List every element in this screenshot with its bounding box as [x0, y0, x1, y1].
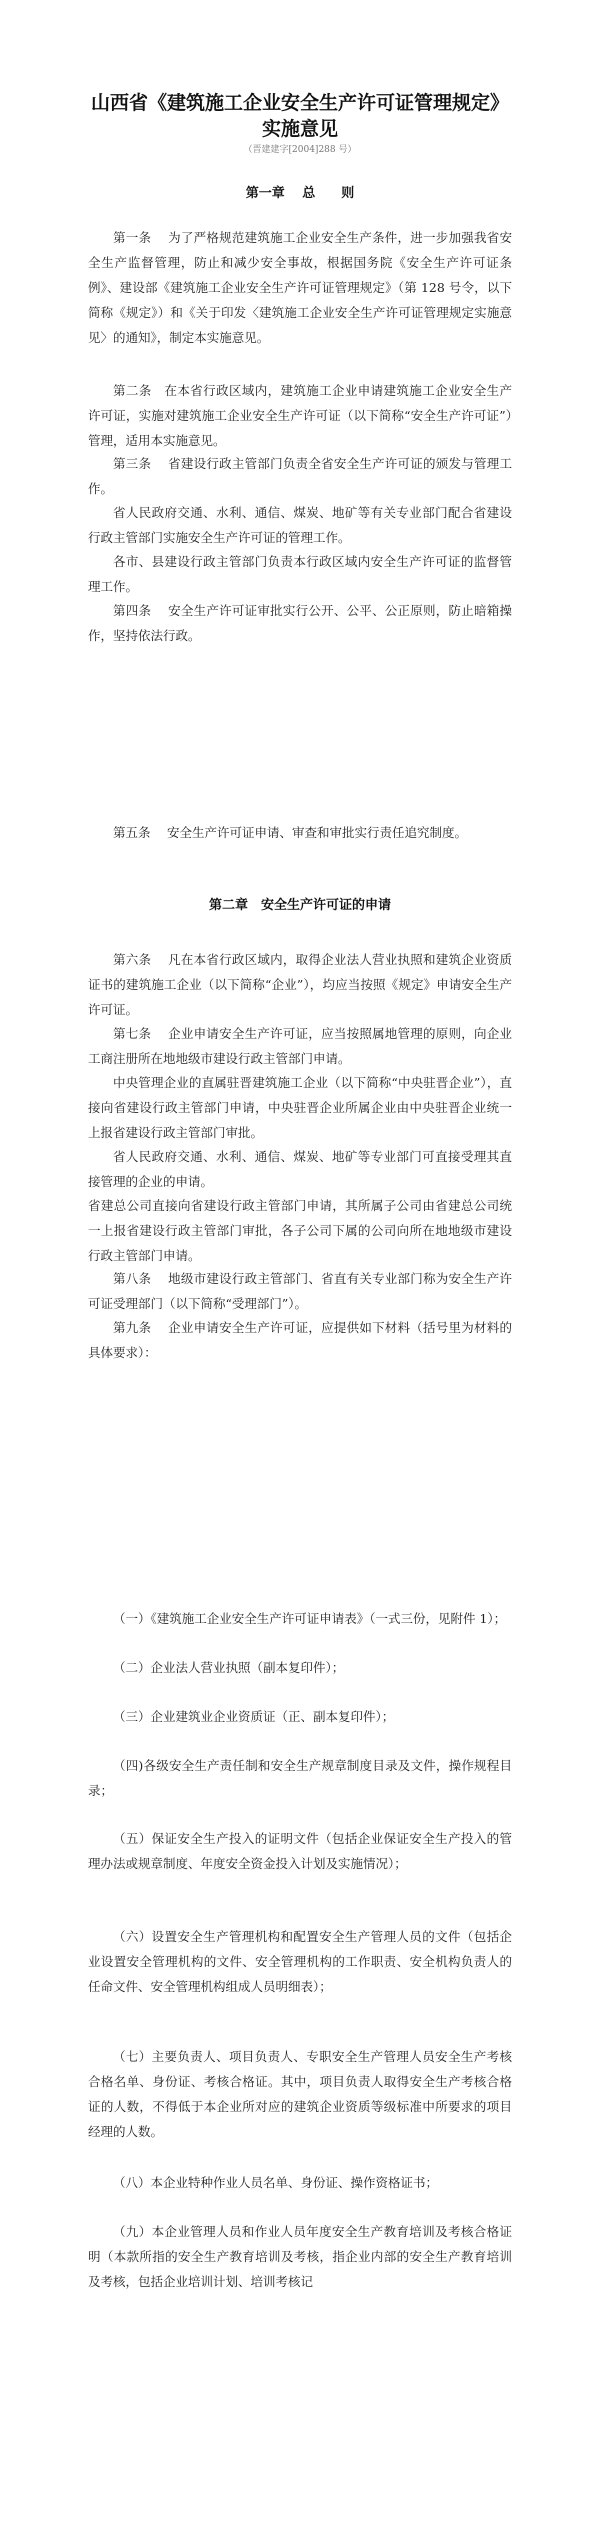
- article-1: 第一条 为了严格规范建筑施工企业安全生产条件，进一步加强我省安全生产监督管理，防止和减少安全事故，根据国务院《安全生产许可证条例》、建设部《建筑施工企业安全生产许可证管理规定》（第 128 号令，以下简称《规定》）和《关于印发〈建筑施工企业安全生产许可证管理规定实施意见〉的通知》，制定本实施意见。: [88, 230, 512, 345]
- article-7-paragraph-3: 省人民政府交通、水利、通信、煤炭、地矿等专业部门可直接受理其直接管理的企业的申请。: [88, 1149, 512, 1189]
- article-6: 第六条 凡在本省行政区域内，取得企业法人营业执照和建筑企业资质证书的建筑施工企业（以下简称“企业”），均应当按照《规定》申请安全生产许可证。: [88, 952, 512, 1017]
- article-2: 第二条 在本省行政区域内，建筑施工企业申请建筑施工企业安全生产许可证，实施对建筑施工企业安全生产许可证（以下简称“安全生产许可证”）管理，适用本实施意见。: [88, 383, 512, 448]
- article-3: 第三条 省建设行政主管部门负责全省安全生产许可证的颁发与管理工作。: [88, 456, 512, 496]
- chapter-2-heading: 第二章 安全生产许可证的申请: [208, 898, 391, 913]
- article-4: 第四条 安全生产许可证审批实行公开、公平、公正原则，防止暗箱操作，坚持依法行政。: [88, 603, 512, 643]
- material-item-8: （八）本企业特种作业人员名单、身份证、操作资格证书；: [113, 2175, 439, 2190]
- material-item-3: （三）企业建筑业企业资质证（正、副本复印件）；: [113, 1709, 395, 1724]
- chapter-1-heading: 第一章 总 则: [245, 186, 355, 201]
- document-title-line-1: 山西省《建筑施工企业安全生产许可证管理规定》: [90, 92, 509, 114]
- article-7: 第七条 企业申请安全生产许可证，应当按照属地管理的原则，向企业工商注册所在地地级市建设行政主管部门申请。: [88, 1026, 512, 1066]
- material-item-9: （九）本企业管理人员和作业人员年度安全生产教育培训及考核合格证明（本款所指的安全生产教育培训及考核，指企业内部的安全生产教育培训及考核，包括企业培训计划、培训考核记: [88, 2224, 512, 2289]
- document-title-line-2: 实施意见: [261, 118, 338, 140]
- material-item-2: （二）企业法人营业执照（副本复印件）；: [113, 1660, 345, 1675]
- article-5: 第五条 安全生产许可证申请、审查和审批实行责任追究制度。: [113, 825, 467, 840]
- article-7-paragraph-4: 省建总公司直接向省建设行政主管部门申请，其所属子公司由省建总公司统一上报省建设行政主管部门审批，各子公司下属的公司向所在地地级市建设行政主管部门申请。: [88, 1198, 512, 1263]
- material-item-6: （六）设置安全生产管理机构和配置安全生产管理人员的文件（包括企业设置安全管理机构的文件、安全管理机构的工作职责、安全机构负责人的任命文件、安全管理机构组成人员明细表）；: [88, 1929, 512, 1994]
- article-3-paragraph-2: 省人民政府交通、水利、通信、煤炭、地矿等有关专业部门配合省建设行政主管部门实施安全生产许可证的管理工作。: [88, 505, 512, 545]
- material-item-7: （七）主要负责人、项目负责人、专职安全生产管理人员安全生产考核合格名单、身份证、考核合格证。其中，项目负责人取得安全生产考核合格证的人数，不得低于本企业所对应的建筑企业资质等级标准中所要求的项目经理的人数。: [88, 2049, 512, 2139]
- material-item-1: （一）《建筑施工企业安全生产许可证申请表》（一式三份，见附件 1）；: [113, 1611, 507, 1626]
- article-9: 第九条 企业申请安全生产许可证，应提供如下材料（括号里为材料的具体要求）：: [88, 1320, 512, 1360]
- article-7-paragraph-2: 中央管理企业的直属驻晋建筑施工企业（以下简称“中央驻晋企业”），直接向省建设行政主管部门申请，中央驻晋企业所属企业由中央驻晋企业统一上报省建设行政主管部门审批。: [88, 1075, 512, 1140]
- document-number: （晋建建字[2004]288 号）: [243, 145, 357, 155]
- material-item-5: （五）保证安全生产投入的证明文件（包括企业保证安全生产投入的管理办法或规章制度、年度安全资金投入计划及实施情况）；: [88, 1831, 512, 1871]
- material-item-4: （四)各级安全生产责任制和安全生产规章制度目录及文件，操作规程目录；: [88, 1758, 512, 1798]
- article-8: 第八条 地级市建设行政主管部门、省直有关专业部门称为安全生产许可证受理部门（以下简称“受理部门”）。: [88, 1271, 512, 1311]
- article-3-paragraph-3: 各市、县建设行政主管部门负责本行政区域内安全生产许可证的监督管理工作。: [88, 554, 512, 594]
